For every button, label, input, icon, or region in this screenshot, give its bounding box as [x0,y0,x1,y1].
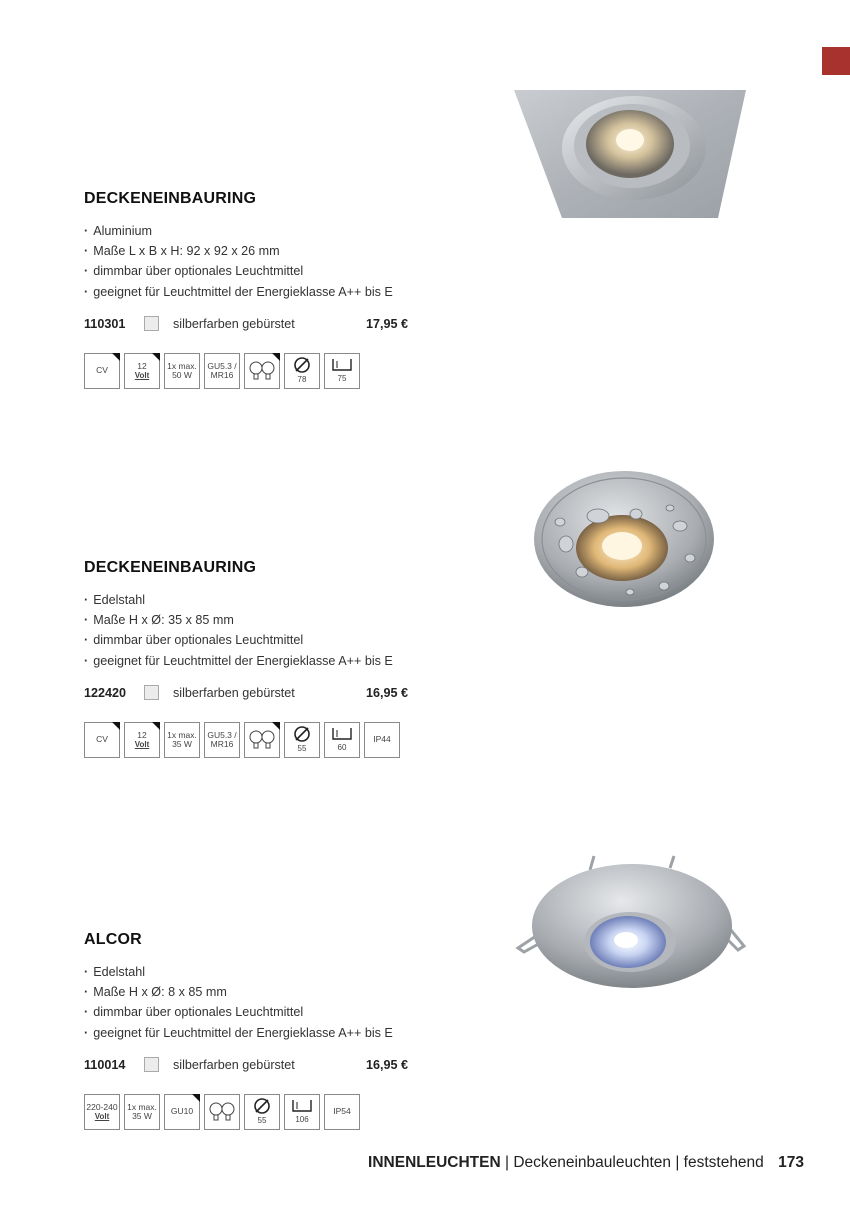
cv-label: CV [96,365,108,376]
product-card-1 [84,190,424,389]
price: 16,95 € [365,1057,408,1072]
feature-item: · Maße H x Ø: 8 x 85 mm [84,982,424,1002]
depth-icon [324,353,360,389]
footer-subcategory: Deckeneinbauleuchten [513,1154,672,1171]
power-line-1: 1x max. [167,729,197,740]
footer-separator: | [500,1154,514,1171]
order-row [84,684,408,702]
cv-icon [84,353,120,389]
voltage-icon [124,353,160,389]
voltage-icon [124,722,160,758]
color-swatch [144,1057,159,1072]
spec-icons [84,353,424,389]
chapter-marker [822,47,850,75]
product-title: ALCOR [84,931,142,948]
ip-rating: IP44 [373,734,391,745]
price: 17,95 € [365,316,408,331]
cutout-icon [244,1094,280,1130]
order-row [84,1056,408,1074]
feature-item: · geeignet für Leuchtmittel der Energieklasse A++ bis E [84,282,424,302]
power-line-2: 35 W [132,1110,152,1121]
product-title: DECKENEINBAURING [84,190,257,207]
footer-category: INNENLEUCHTEN [368,1154,501,1171]
price: 16,95 € [365,685,408,700]
voltage-icon [84,1094,120,1130]
product-card-2 [84,559,424,758]
cutout-value: 55 [297,744,307,754]
product-image-square-ring [510,88,750,220]
ip-rating-icon [324,1094,360,1130]
bulb-icon [244,353,280,389]
cutout-icon [284,353,320,389]
article-number: 122420 [84,685,127,700]
page-number: 173 [778,1154,804,1171]
voltage-unit: Volt [94,1111,110,1121]
depth-value: 75 [337,374,347,384]
spec-icons [84,1094,424,1130]
bulb-icon [244,722,280,758]
cutout-icon [284,722,320,758]
power-line-2: 50 W [172,369,192,380]
socket-line-2: MR16 [210,738,234,749]
feature-item: · dimmbar über optionales Leuchtmittel [84,630,424,650]
voltage-unit: Volt [134,739,150,749]
article-number: 110014 [84,1057,126,1072]
power-line-1: 1x max. [167,360,197,371]
voltage-value: 12 [137,360,147,371]
feature-item: · Edelstahl [84,962,424,982]
cutout-value: 78 [297,375,307,385]
ip-rating: IP54 [333,1106,351,1117]
depth-icon [284,1094,320,1130]
color-swatch [144,685,159,700]
cutout-value: 55 [257,1116,267,1126]
socket-line-1: GU5.3 / [207,360,237,371]
depth-value: 60 [337,743,347,753]
power-icon [124,1094,160,1130]
voltage-value: 12 [137,729,147,740]
depth-icon [324,722,360,758]
bulb-icon [204,1094,240,1130]
product-card-3 [84,931,424,1130]
feature-list [84,962,424,1043]
voltage-unit: Volt [134,370,150,380]
voltage-value: 220-240 [86,1101,118,1112]
socket-icon [164,1094,200,1130]
order-row [84,315,408,333]
socket-icon [204,353,240,389]
feature-item: · dimmbar über optionales Leuchtmittel [84,261,424,281]
feature-item: · Aluminium [84,221,424,241]
color-swatch [144,316,159,331]
power-icon [164,353,200,389]
feature-list [84,221,424,302]
feature-item: · Maße L x B x H: 92 x 92 x 26 mm [84,241,424,261]
cv-icon [84,722,120,758]
feature-item: · Edelstahl [84,590,424,610]
color-name: silberfarben gebürstet [173,316,295,331]
feature-item: · Maße H x Ø: 35 x 85 mm [84,610,424,630]
page-footer [368,1154,804,1172]
feature-item: · geeignet für Leuchtmittel der Energieklasse A++ bis E [84,1023,424,1043]
product-image-alcor [512,852,752,992]
footer-type: feststehend [683,1154,764,1171]
product-image-round-ring-drops [530,468,718,610]
article-number: 110301 [84,316,126,331]
socket-label: GU10 [170,1106,194,1117]
feature-item: · geeignet für Leuchtmittel der Energieklasse A++ bis E [84,651,424,671]
depth-value: 106 [295,1115,309,1125]
power-icon [164,722,200,758]
spec-icons [84,722,424,758]
power-line-2: 35 W [172,738,192,749]
cv-label: CV [96,734,108,745]
color-name: silberfarben gebürstet [173,1057,295,1072]
footer-separator: | [671,1154,684,1171]
color-name: silberfarben gebürstet [173,685,295,700]
feature-item: · dimmbar über optionales Leuchtmittel [84,1002,424,1022]
socket-icon [204,722,240,758]
socket-line-2: MR16 [210,369,234,380]
power-line-1: 1x max. [127,1101,157,1112]
socket-line-1: GU5.3 / [207,729,237,740]
ip-rating-icon [364,722,400,758]
feature-list [84,590,424,671]
product-title: DECKENEINBAURING [84,559,257,576]
